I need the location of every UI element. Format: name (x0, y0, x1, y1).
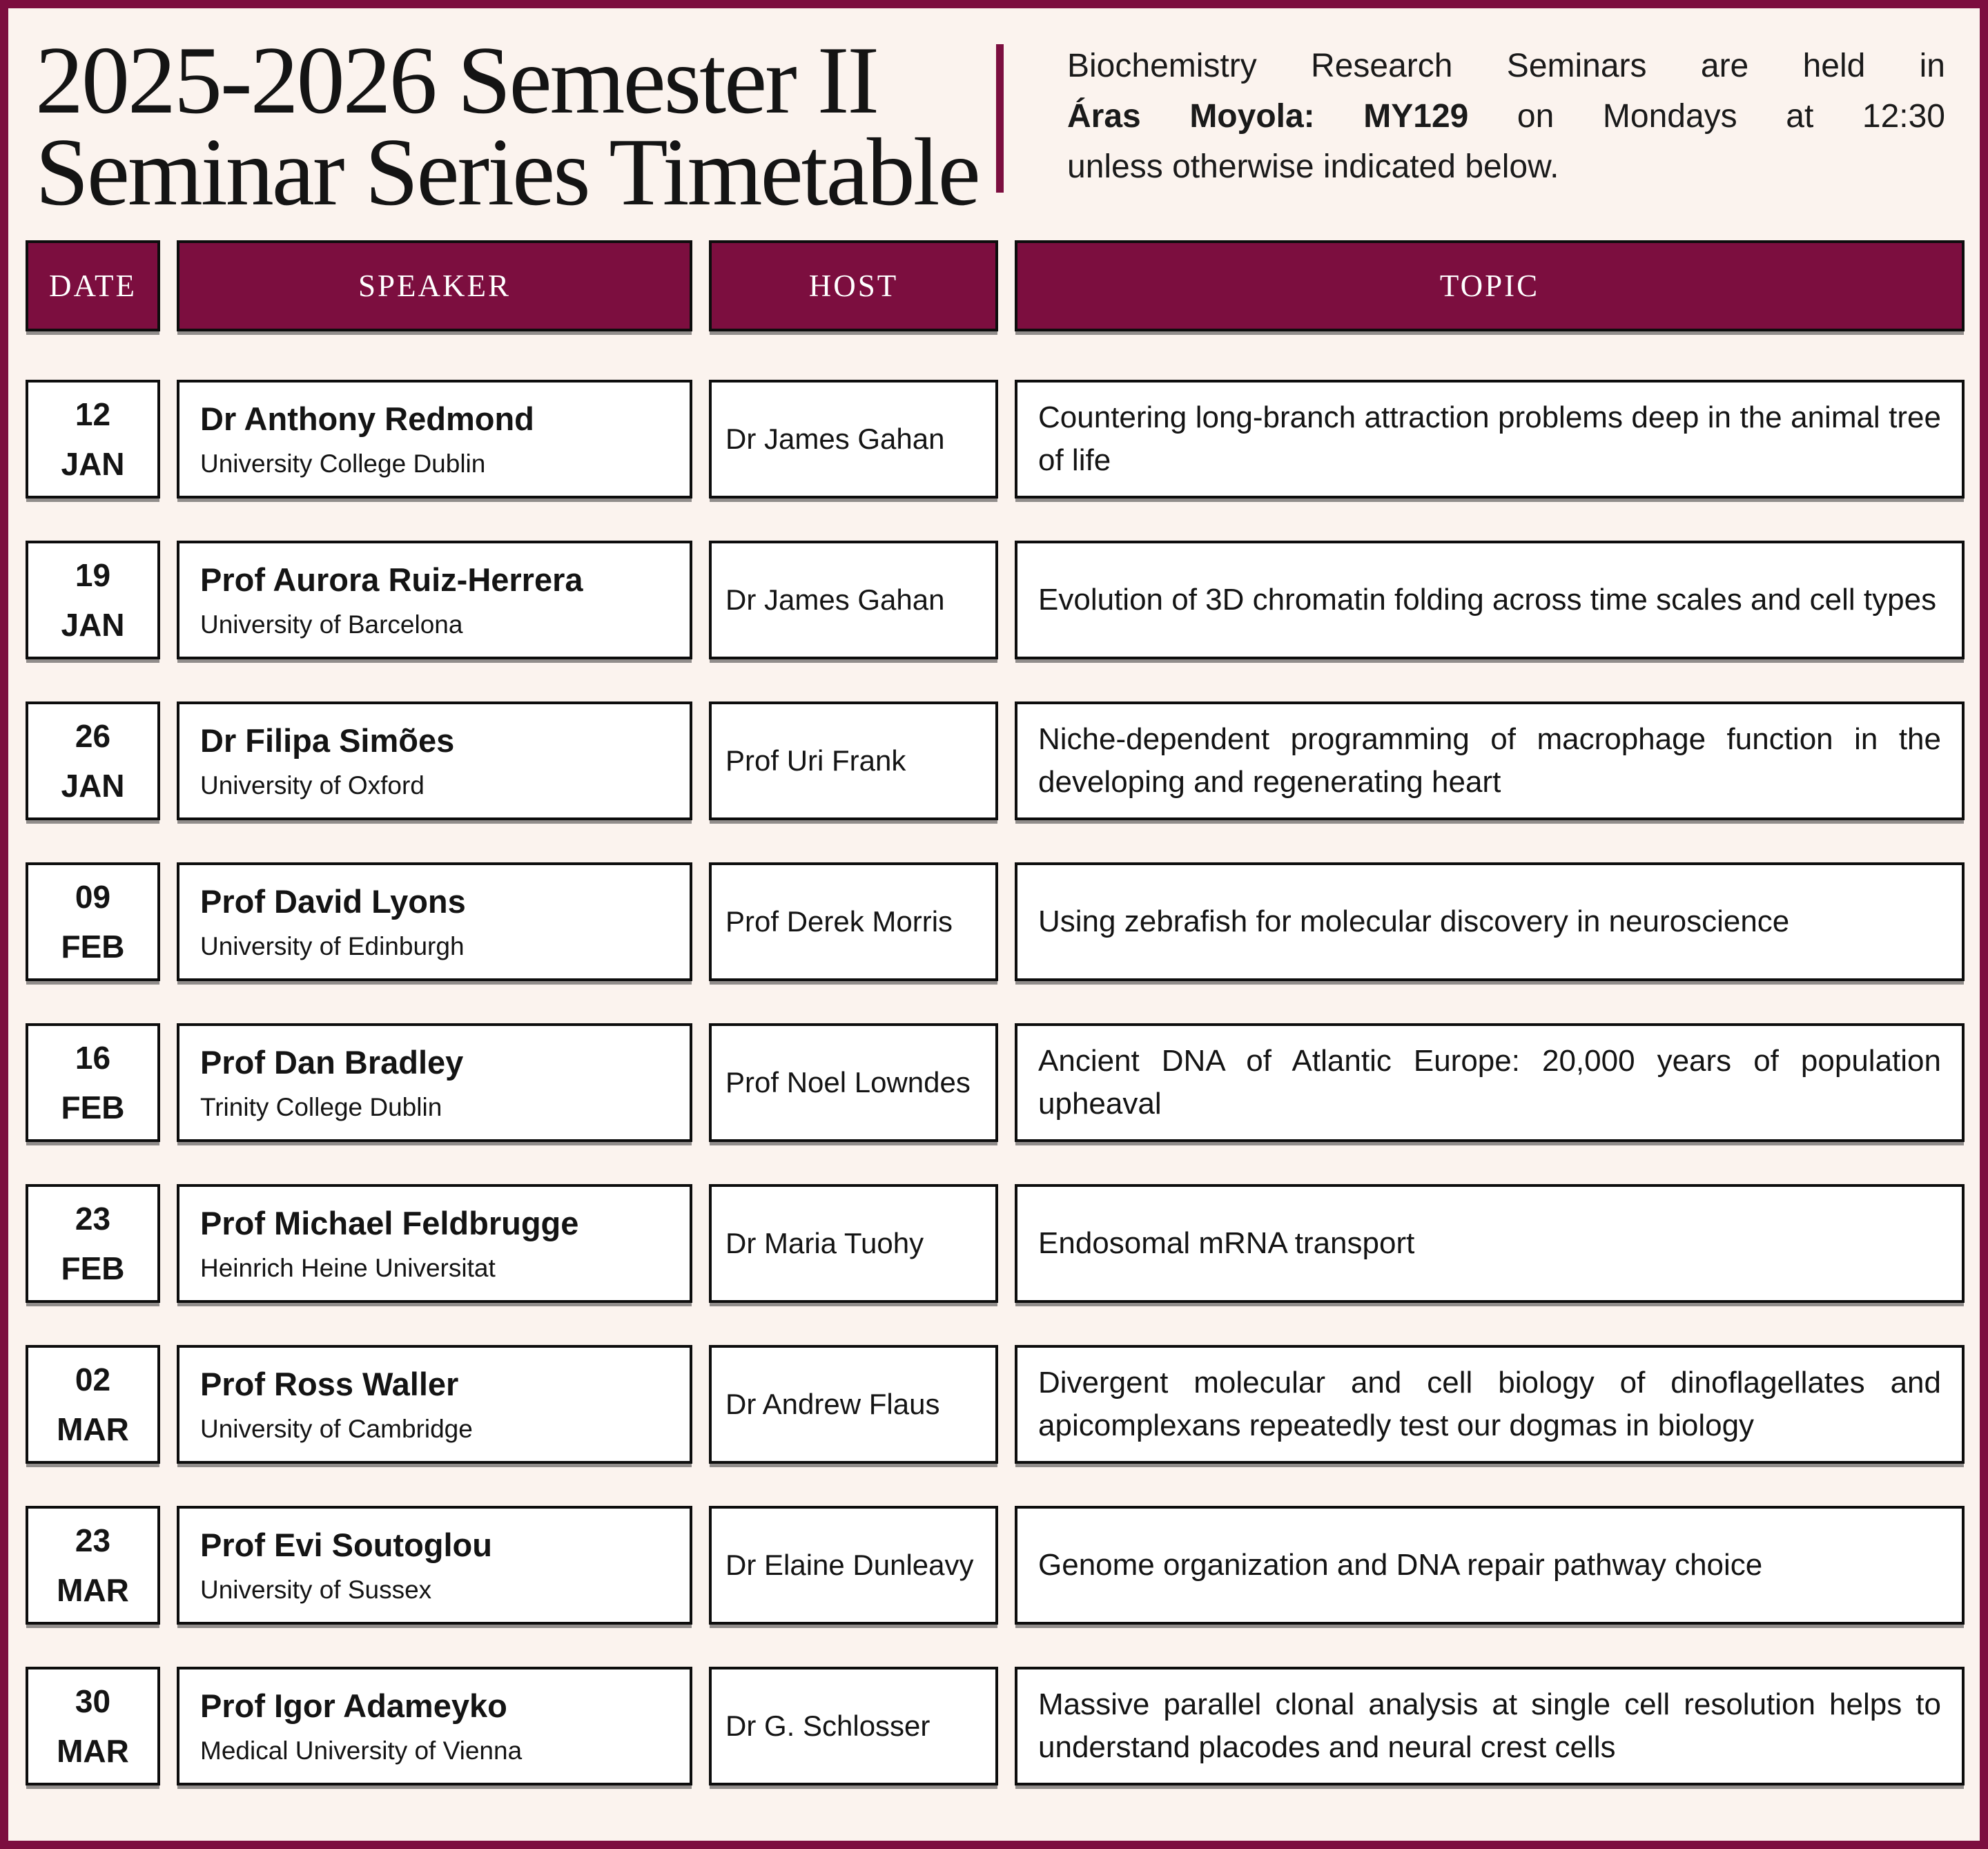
topic-cell (1015, 1667, 1965, 1785)
vertical-divider (996, 44, 1004, 193)
topic-cell (1015, 1184, 1965, 1303)
speaker-affiliation: University of Barcelona (200, 610, 463, 639)
topic-text: Ancient DNA of Atlantic Europe: 20,000 years of population upheaval (1038, 1043, 1941, 1121)
date-cell (26, 1667, 160, 1785)
speaker-affiliation: Medical University of Vienna (200, 1736, 523, 1765)
date-month: MAR (57, 1733, 129, 1769)
topic-cell (1015, 380, 1965, 498)
table-row (26, 1667, 1965, 1785)
host-cell: Dr Andrew Flaus (709, 1345, 998, 1464)
speaker-affiliation: University College Dublin (200, 449, 486, 478)
topic-text: Evolution of 3D chromatin folding across time scales and cell types (1038, 582, 1937, 617)
host-cell: Prof Noel Lowndes (709, 1023, 998, 1142)
date-month: FEB (61, 1250, 125, 1286)
page-header (26, 27, 1965, 226)
speaker-cell (177, 1345, 692, 1464)
date-day: 26 (75, 718, 111, 754)
topic-text: Genome organization and DNA repair pathway choice (1038, 1547, 1763, 1582)
intro-line-1: Biochemistry Research Seminars are held in (1067, 48, 1945, 84)
table-row (26, 1506, 1965, 1625)
host-cell: Dr James Gahan (709, 541, 998, 659)
topic-text: Countering long-branch attraction problems deep in the animal tree of life (1038, 400, 1941, 477)
column-header-topic: TOPIC (1015, 240, 1965, 331)
page-title (26, 27, 996, 226)
date-day: 16 (75, 1040, 111, 1076)
speaker-name: Prof Michael Feldbrugge (200, 1204, 579, 1241)
table-row (26, 380, 1965, 498)
host-cell: Dr Elaine Dunleavy (709, 1506, 998, 1625)
speaker-cell (177, 862, 692, 981)
topic-cell (1015, 701, 1965, 820)
date-month: JAN (61, 607, 125, 643)
date-month: JAN (61, 768, 125, 804)
date-month: FEB (61, 929, 125, 965)
host-cell: Prof Uri Frank (709, 701, 998, 820)
speaker-affiliation: University of Sussex (200, 1576, 432, 1605)
speaker-affiliation: Trinity College Dublin (200, 1093, 442, 1122)
intro-text (1067, 41, 1945, 193)
speaker-cell (177, 701, 692, 820)
host-cell: Dr G. Schlosser (709, 1667, 998, 1785)
table-row (26, 1345, 1965, 1464)
column-header-host: HOST (709, 240, 998, 331)
table-row (26, 1184, 1965, 1303)
intro-line-2 (1067, 92, 1945, 142)
date-cell (26, 1506, 160, 1625)
column-header-date: DATE (26, 240, 160, 331)
date-cell (26, 1345, 160, 1464)
host-cell: Dr James Gahan (709, 380, 998, 498)
speaker-name: Prof Evi Soutoglou (200, 1526, 492, 1563)
table-row (26, 701, 1965, 820)
date-month: JAN (61, 446, 125, 482)
date-cell (26, 862, 160, 981)
date-month: MAR (57, 1572, 129, 1608)
date-cell (26, 1023, 160, 1142)
date-cell (26, 1184, 160, 1303)
date-cell (26, 380, 160, 498)
table-row (26, 541, 1965, 659)
speaker-affiliation: University of Edinburgh (200, 932, 465, 961)
topic-cell (1015, 541, 1965, 659)
speaker-name: Prof Igor Adameyko (200, 1687, 507, 1724)
table-row (26, 862, 1965, 981)
host-cell: Prof Derek Morris (709, 862, 998, 981)
speaker-cell (177, 1184, 692, 1303)
title-line-2: Seminar Series Timetable (35, 119, 979, 226)
date-day: 23 (75, 1522, 111, 1558)
speaker-name: Prof Dan Bradley (200, 1043, 464, 1081)
title-line-1: 2025-2026 Semester II (35, 27, 878, 134)
date-month: FEB (61, 1090, 125, 1125)
speaker-cell (177, 380, 692, 498)
topic-text: Massive parallel clonal analysis at single cell resolution helps to understand placodes and neural crest cells (1038, 1687, 1941, 1764)
speaker-name: Prof Ross Waller (200, 1365, 459, 1402)
table-body (26, 380, 1965, 1785)
intro-line-3: unless otherwise indicated below. (1067, 148, 1559, 185)
speaker-name: Prof Aurora Ruiz-Herrera (200, 561, 583, 598)
date-day: 12 (75, 396, 111, 432)
speaker-name: Prof David Lyons (200, 882, 466, 920)
topic-cell (1015, 1023, 1965, 1142)
topic-cell (1015, 1345, 1965, 1464)
topic-text: Niche-dependent programming of macrophage function in the developing and regenerating heart (1038, 722, 1941, 799)
speaker-affiliation: Heinrich Heine Universitat (200, 1254, 496, 1283)
speaker-cell (177, 1023, 692, 1142)
speaker-affiliation: University of Cambridge (200, 1415, 473, 1444)
topic-cell (1015, 862, 1965, 981)
speaker-affiliation: University of Oxford (200, 771, 425, 800)
column-header-speaker: SPEAKER (177, 240, 692, 331)
table-row (26, 1023, 1965, 1142)
date-cell (26, 701, 160, 820)
date-day: 23 (75, 1201, 111, 1237)
speaker-cell (177, 1506, 692, 1625)
date-day: 02 (75, 1362, 111, 1397)
speaker-name: Dr Anthony Redmond (200, 400, 534, 437)
topic-text: Divergent molecular and cell biology of dinoflagellates and apicomplexans repeatedly test our dogmas in biology (1038, 1365, 1941, 1442)
date-cell (26, 541, 160, 659)
speaker-cell (177, 541, 692, 659)
table-header-row (26, 240, 1965, 331)
date-day: 19 (75, 557, 111, 593)
topic-text: Using zebrafish for molecular discovery in neuroscience (1038, 904, 1790, 938)
topic-text: Endosomal mRNA transport (1038, 1226, 1415, 1260)
host-cell: Dr Maria Tuohy (709, 1184, 998, 1303)
intro-location-bold: Áras Moyola: MY129 (1067, 97, 1469, 135)
date-day: 09 (75, 879, 111, 915)
intro-line-2-rest: on Mondays at 12:30 (1468, 97, 1946, 135)
topic-cell (1015, 1506, 1965, 1625)
speaker-name: Dr Filipa Simões (200, 722, 455, 759)
date-day: 30 (75, 1683, 111, 1719)
speaker-cell (177, 1667, 692, 1785)
date-month: MAR (57, 1411, 129, 1447)
